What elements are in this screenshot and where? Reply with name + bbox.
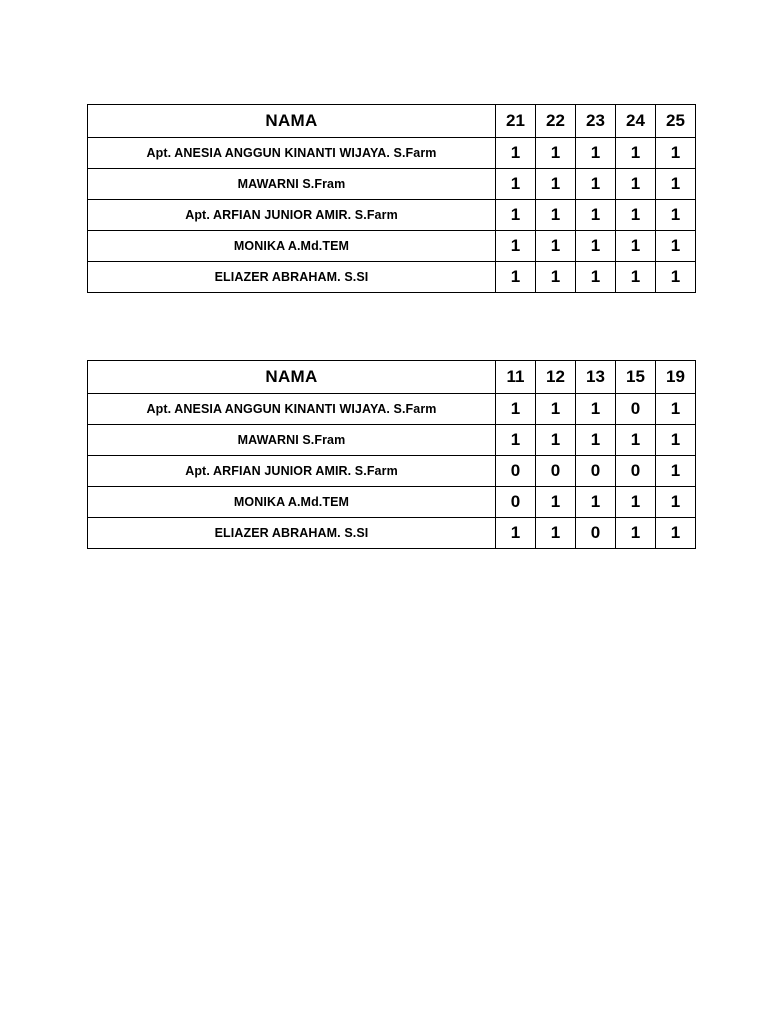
person-name-cell: MAWARNI S.Fram xyxy=(88,425,496,456)
attendance-cell: 1 xyxy=(576,425,616,456)
person-name-cell: Apt. ARFIAN JUNIOR AMIR. S.Farm xyxy=(88,200,496,231)
attendance-cell: 0 xyxy=(576,518,616,549)
attendance-cell: 1 xyxy=(656,487,696,518)
attendance-cell: 1 xyxy=(536,169,576,200)
column-header-day: 19 xyxy=(656,361,696,394)
table-row xyxy=(88,200,696,231)
attendance-cell: 1 xyxy=(536,138,576,169)
attendance-cell: 1 xyxy=(576,487,616,518)
attendance-cell: 1 xyxy=(656,518,696,549)
attendance-cell: 0 xyxy=(576,456,616,487)
attendance-cell: 1 xyxy=(656,425,696,456)
table-row xyxy=(88,169,696,200)
table-row xyxy=(88,456,696,487)
person-name-cell: MONIKA A.Md.TEM xyxy=(88,487,496,518)
attendance-cell: 1 xyxy=(496,425,536,456)
column-header-day: 21 xyxy=(496,105,536,138)
table-row xyxy=(88,231,696,262)
attendance-cell: 1 xyxy=(576,200,616,231)
attendance-cell: 1 xyxy=(536,425,576,456)
person-name-cell: MONIKA A.Md.TEM xyxy=(88,231,496,262)
column-header-day: 11 xyxy=(496,361,536,394)
attendance-cell: 1 xyxy=(656,169,696,200)
schedule-table xyxy=(87,360,696,549)
column-header-day: 23 xyxy=(576,105,616,138)
attendance-cell: 1 xyxy=(536,231,576,262)
table-row xyxy=(88,138,696,169)
person-name-cell: ELIAZER ABRAHAM. S.SI xyxy=(88,262,496,293)
attendance-cell: 1 xyxy=(496,262,536,293)
column-header-day: 13 xyxy=(576,361,616,394)
attendance-cell: 0 xyxy=(496,487,536,518)
table-header-row xyxy=(88,105,696,138)
attendance-cell: 1 xyxy=(496,169,536,200)
attendance-cell: 1 xyxy=(496,394,536,425)
attendance-cell: 1 xyxy=(656,200,696,231)
attendance-cell: 0 xyxy=(496,456,536,487)
attendance-cell: 1 xyxy=(576,231,616,262)
attendance-cell: 1 xyxy=(536,200,576,231)
attendance-cell: 1 xyxy=(616,262,656,293)
attendance-cell: 1 xyxy=(496,518,536,549)
attendance-cell: 1 xyxy=(656,262,696,293)
column-header-day: 24 xyxy=(616,105,656,138)
column-header-name: NAMA xyxy=(88,361,496,394)
column-header-name: NAMA xyxy=(88,105,496,138)
attendance-cell: 1 xyxy=(656,138,696,169)
attendance-cell: 1 xyxy=(496,138,536,169)
column-header-day: 15 xyxy=(616,361,656,394)
attendance-cell: 1 xyxy=(616,518,656,549)
schedule-table xyxy=(87,104,696,293)
person-name-cell: ELIAZER ABRAHAM. S.SI xyxy=(88,518,496,549)
schedule-table-block-2 xyxy=(87,360,695,549)
attendance-cell: 0 xyxy=(616,456,656,487)
table-row xyxy=(88,518,696,549)
table-row xyxy=(88,262,696,293)
table-row xyxy=(88,487,696,518)
attendance-cell: 1 xyxy=(616,425,656,456)
person-name-cell: Apt. ANESIA ANGGUN KINANTI WIJAYA. S.Farm xyxy=(88,138,496,169)
attendance-cell: 1 xyxy=(496,231,536,262)
person-name-cell: Apt. ANESIA ANGGUN KINANTI WIJAYA. S.Farm xyxy=(88,394,496,425)
attendance-cell: 1 xyxy=(576,394,616,425)
attendance-cell: 1 xyxy=(536,262,576,293)
column-header-day: 25 xyxy=(656,105,696,138)
attendance-cell: 1 xyxy=(656,231,696,262)
column-header-day: 22 xyxy=(536,105,576,138)
schedule-table-block-1 xyxy=(87,104,695,293)
attendance-cell: 1 xyxy=(576,138,616,169)
attendance-cell: 1 xyxy=(496,200,536,231)
attendance-cell: 0 xyxy=(616,394,656,425)
attendance-cell: 1 xyxy=(616,200,656,231)
attendance-cell: 0 xyxy=(536,456,576,487)
attendance-cell: 1 xyxy=(536,394,576,425)
attendance-cell: 1 xyxy=(616,138,656,169)
person-name-cell: Apt. ARFIAN JUNIOR AMIR. S.Farm xyxy=(88,456,496,487)
table-row xyxy=(88,425,696,456)
attendance-cell: 1 xyxy=(576,262,616,293)
attendance-cell: 1 xyxy=(616,487,656,518)
table-row xyxy=(88,394,696,425)
attendance-cell: 1 xyxy=(656,394,696,425)
person-name-cell: MAWARNI S.Fram xyxy=(88,169,496,200)
attendance-cell: 1 xyxy=(616,169,656,200)
attendance-cell: 1 xyxy=(576,169,616,200)
column-header-day: 12 xyxy=(536,361,576,394)
table-header-row xyxy=(88,361,696,394)
attendance-cell: 1 xyxy=(616,231,656,262)
attendance-cell: 1 xyxy=(536,487,576,518)
attendance-cell: 1 xyxy=(536,518,576,549)
attendance-cell: 1 xyxy=(656,456,696,487)
